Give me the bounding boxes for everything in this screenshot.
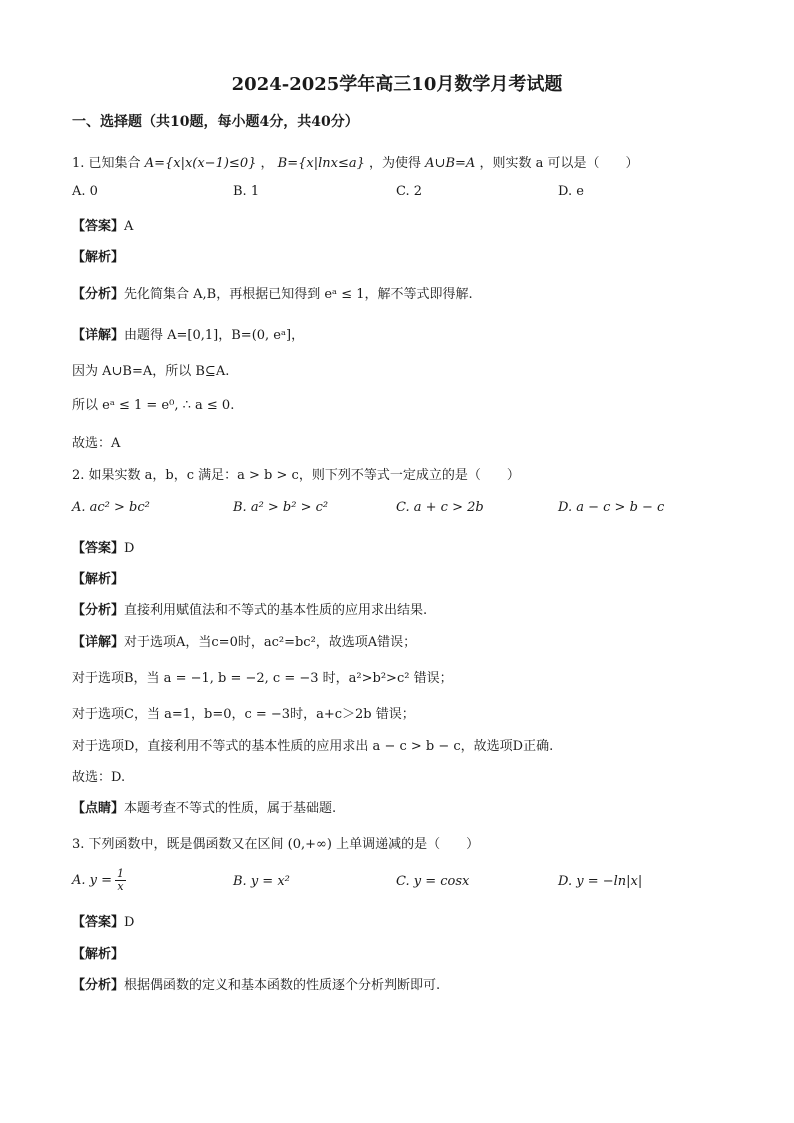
q1-option-a: A. 0 — [72, 184, 98, 199]
q1-detail-line-3-end: . — [230, 398, 235, 413]
q1-choose: 故选：A — [72, 436, 121, 451]
q2-dianjing-tag: 【点睛】 — [72, 801, 125, 816]
page-title: 2024-2025学年高三10月数学月考试题 — [231, 74, 563, 95]
q1-detail-line-3 — [72, 394, 234, 413]
q1-fenxi — [72, 283, 473, 302]
q3-option-a-prefix: A. y = — [72, 873, 113, 888]
q2-option-d: D. a − c > b − c — [558, 500, 665, 515]
q3-option-a — [72, 868, 126, 893]
q2-option-c: C. a + c > 2b — [396, 500, 484, 515]
q3-answer — [72, 911, 134, 930]
q2-option-a: A. ac² > bc² — [72, 500, 150, 515]
q1-stem-c: ，则实数 a 可以是（ ） — [479, 156, 639, 171]
q2-xiangjie — [72, 631, 416, 650]
q2-fenxi-text: 直接利用赋值法和不等式的基本性质的应用求出结果. — [124, 603, 428, 618]
q1-option-c: C. 2 — [396, 184, 423, 199]
q1-set-a: A={x|x(x−1)≤0} — [144, 156, 257, 171]
q2-xiangjie-tag: 【详解】 — [72, 635, 125, 650]
q2-stem: 2. 如果实数 a，b，c 满足：a > b > c，则下列不等式一定成立的是（ ） — [72, 468, 520, 483]
q1-xiangjie-tag: 【详解】 — [72, 328, 125, 343]
q3-fenxi-text: 根据偶函数的定义和基本函数的性质逐个分析判断即可. — [124, 978, 441, 993]
q1-xiangjie — [72, 324, 304, 343]
q3-option-d: D. y = −ln|x| — [558, 874, 643, 889]
q1-xiangjie-text: 由题得 A=[0,1]，B=(0, eᵃ]， — [124, 328, 305, 343]
q2-option-b: B. a² > b² > c² — [233, 500, 329, 515]
q3-stem: 3. 下列函数中，既是偶函数又在区间 (0,+∞) 上单调递减的是（ ） — [72, 837, 480, 852]
q3-option-b: B. y = x² — [233, 874, 290, 889]
q1-fenxi-text: 先化简集合 A,B，再根据已知得到 eᵃ ≤ 1，解不等式即得解. — [124, 287, 473, 302]
q3-option-a-denominator: x — [117, 880, 124, 893]
q3-option-a-numerator: 1 — [117, 867, 125, 880]
q2-dianjing-text: 本题考查不等式的性质，属于基础题. — [124, 801, 337, 816]
q2-detail-line-2: 对于选项B，当 a = −1, b = −2, c = −3 时，a²>b²>c² 错误； — [72, 671, 453, 686]
q1-answer-value: A — [124, 219, 134, 234]
q2-jiexi-tag: 【解析】 — [72, 572, 125, 587]
q2-answer — [72, 537, 134, 556]
q2-choose: 故选：D. — [72, 770, 126, 785]
q1-option-d: D. e — [558, 184, 584, 199]
q1-answer — [72, 215, 133, 234]
q2-answer-tag: 【答案】 — [72, 541, 125, 556]
section-heading: 一、选择题（共10题，每小题4分，共40分） — [72, 114, 359, 130]
q2-fenxi — [72, 599, 427, 618]
q1-stem-b: ，为使得 — [369, 156, 422, 171]
q2-dianjing — [72, 797, 336, 816]
q1-answer-tag: 【答案】 — [72, 219, 125, 234]
q3-option-c: C. y = cosx — [396, 874, 470, 889]
q3-jiexi-tag: 【解析】 — [72, 947, 125, 962]
q3-answer-tag: 【答案】 — [72, 915, 125, 930]
q2-detail-line-4: 对于选项D，直接利用不等式的基本性质的应用求出 a − c > b − c，故选项D正确. — [72, 739, 554, 754]
q3-answer-value: D — [124, 915, 135, 930]
q1-jiexi-tag: 【解析】 — [72, 250, 125, 265]
q1-set-b: B={x|lnx≤a} — [277, 156, 365, 171]
q1-detail-line-2: 因为 A∪B=A，所以 B⊆A. — [72, 364, 230, 379]
q2-xiangjie-text: 对于选项A，当c=0时，ac²=bc²，故选项A错误； — [124, 635, 417, 650]
q1-detail-line-3-text: 所以 eᵃ ≤ 1 = e⁰, ∴ a ≤ 0 — [72, 398, 231, 413]
q1-fenxi-tag: 【分析】 — [72, 287, 125, 302]
q3-fenxi-tag: 【分析】 — [72, 978, 125, 993]
q1-option-b: B. 1 — [233, 184, 260, 199]
q3-option-a-fraction — [115, 868, 126, 893]
q2-fenxi-tag: 【分析】 — [72, 603, 125, 618]
q2-detail-line-3: 对于选项C，当 a=1，b=0，c = −3时，a+c＞2b 错误； — [72, 707, 415, 722]
q2-answer-value: D — [124, 541, 135, 556]
q3-fenxi — [72, 974, 440, 993]
q1-stem-a: 1. 已知集合 — [72, 156, 141, 171]
q1-stem: 1. 已知集合 A={x|x(x−1)≤0} ， B={x|lnx≤a} ，为使得 A∪B=A ，则实数 a 可以是（ ） — [72, 156, 639, 171]
q1-condition: A∪B=A — [425, 156, 476, 171]
